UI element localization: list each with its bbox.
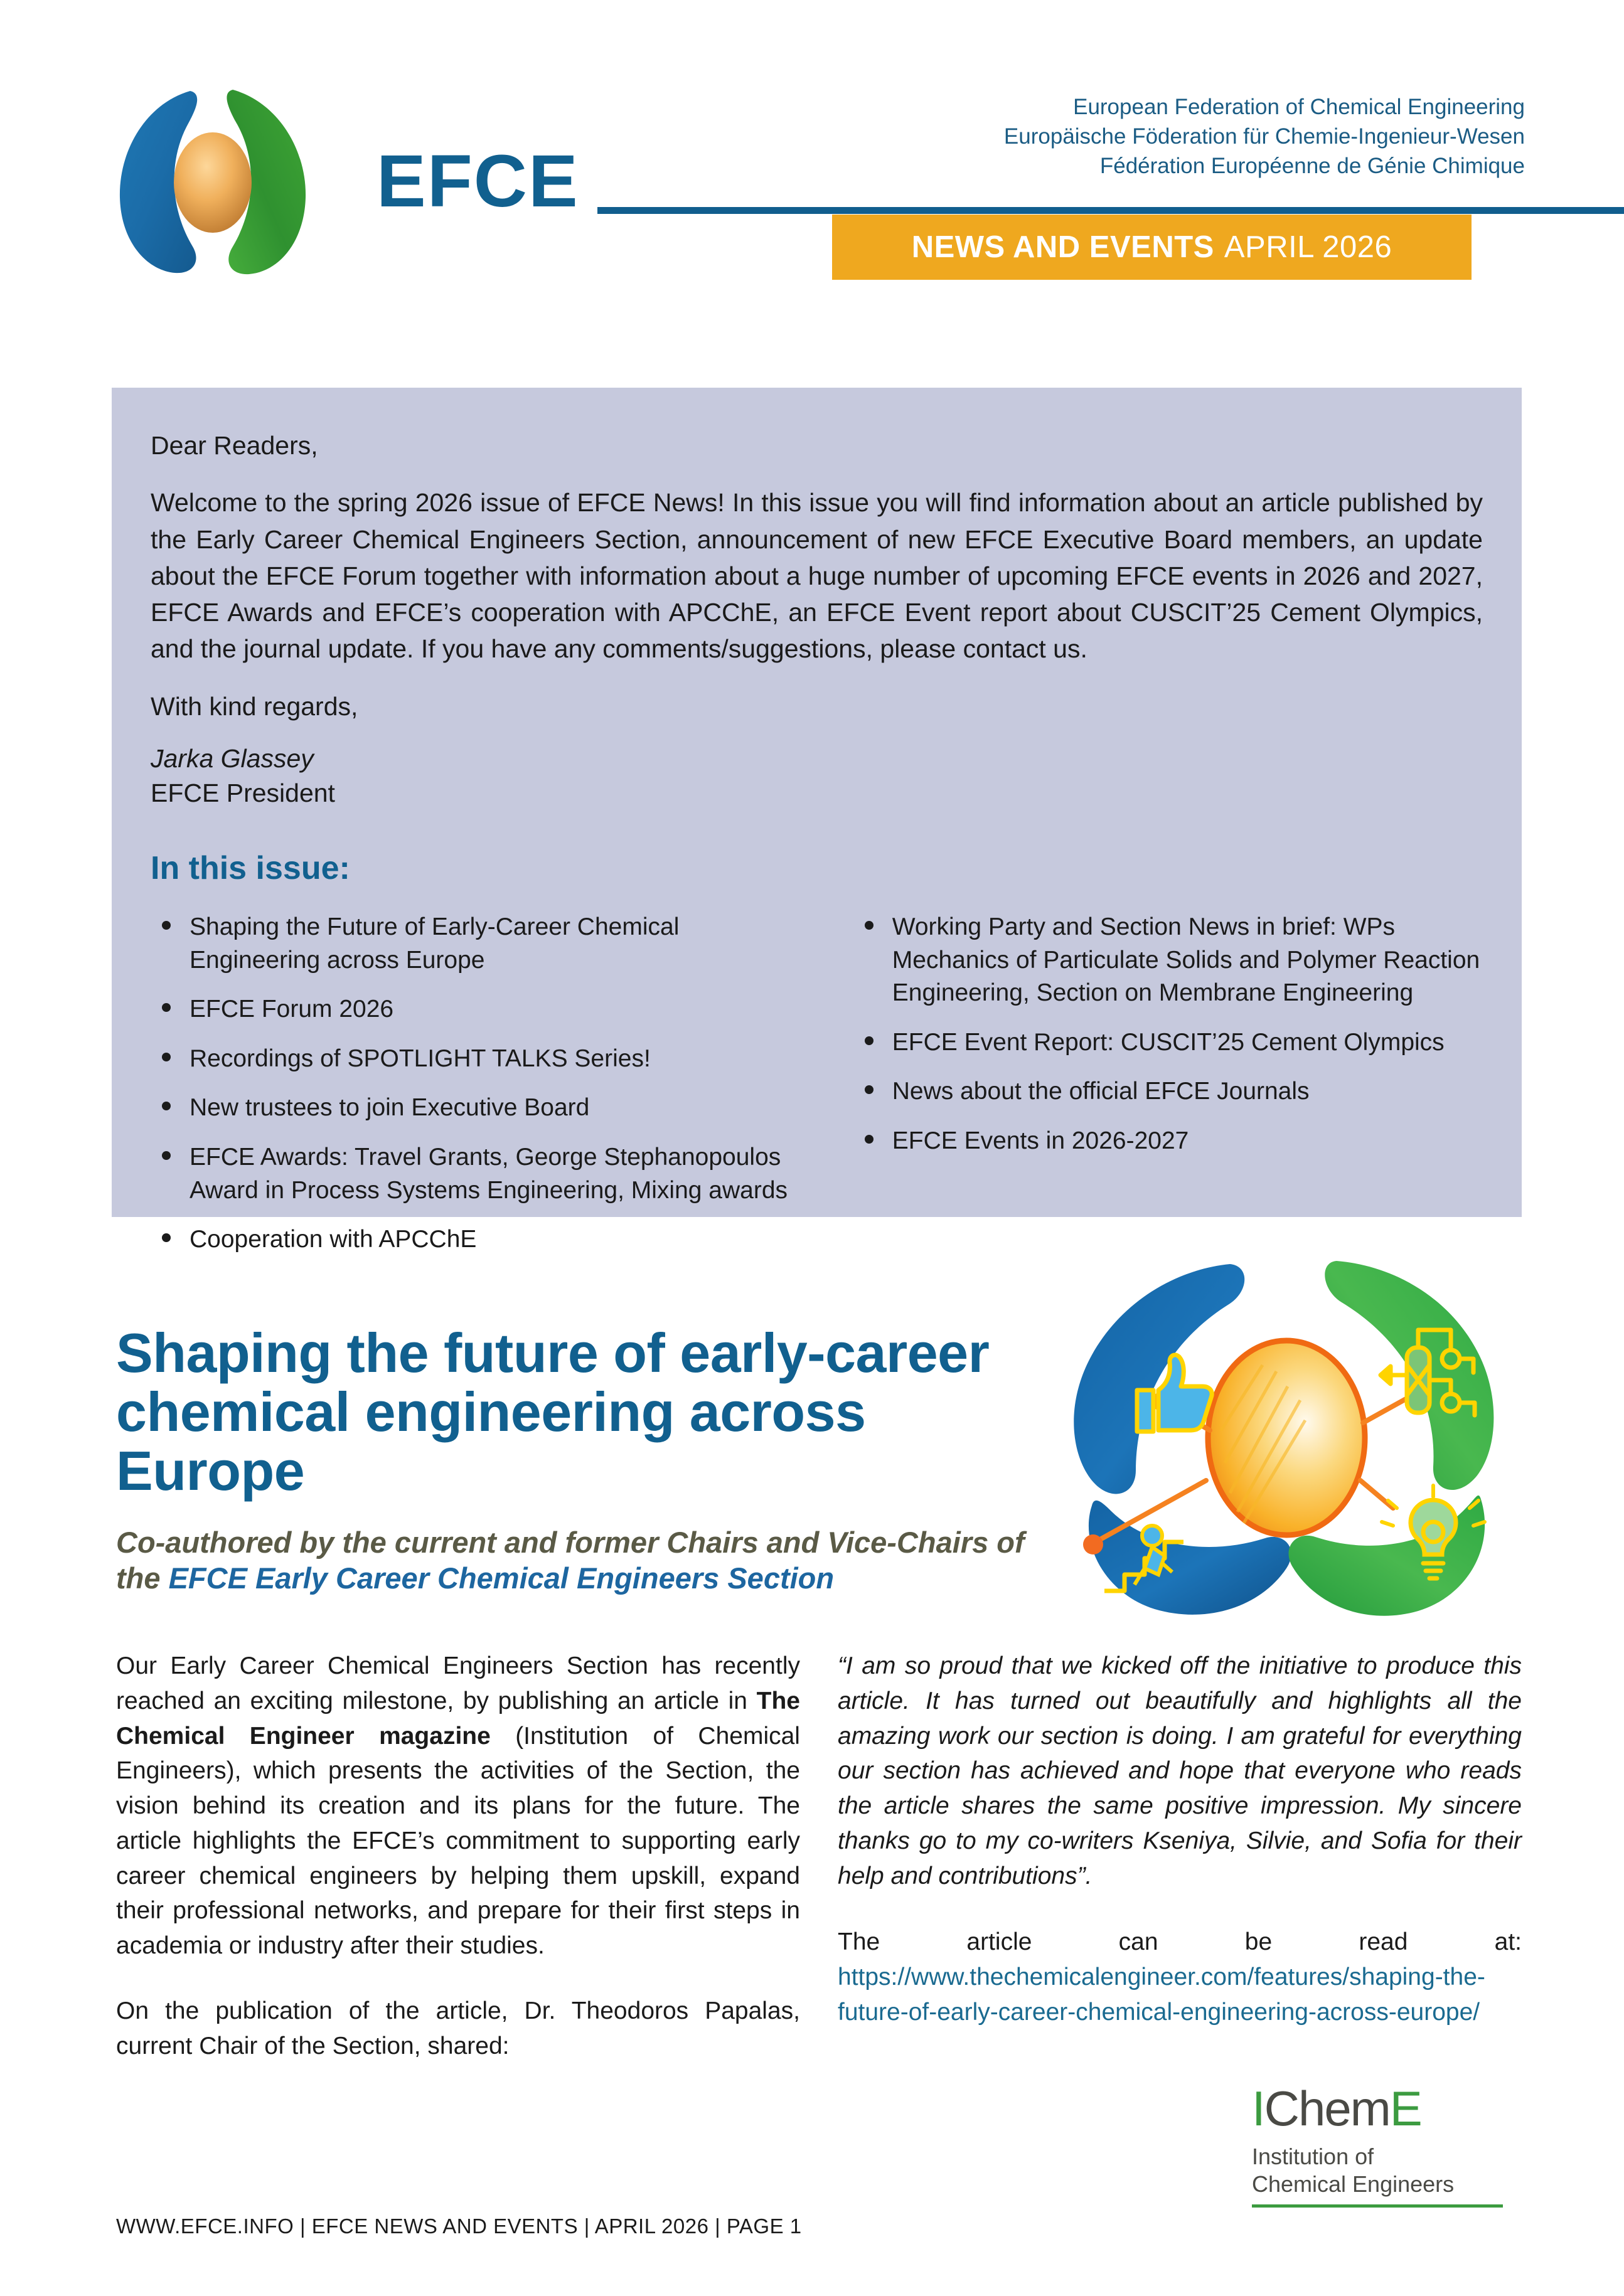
article-paragraph-1 — [116, 1649, 800, 1964]
bullet-icon — [865, 1036, 873, 1045]
article-paragraph-1-part-a: Our Early Career Chemical Engineers Section has recently reached an exciting milestone, by publishing an article in — [116, 1652, 800, 1714]
bullet-icon — [162, 921, 171, 930]
organisation-names — [740, 93, 1525, 181]
article-url-link[interactable]: https://www.thechemicalengineer.com/features/shaping-the-future-of-early-career-chemical-engineering-across-europe/ — [838, 1964, 1485, 2026]
icheme-subtitle — [1252, 2143, 1503, 2198]
banner-date: APRIL 2026 — [1224, 230, 1392, 264]
list-item-label: EFCE Forum 2026 — [190, 996, 394, 1023]
issue-column-right — [816, 911, 1483, 1273]
issue-column-left — [151, 911, 816, 1273]
list-item[interactable] — [151, 1043, 816, 1076]
editors-letter-box — [112, 388, 1522, 1253]
org-name-en: European Federation of Chemical Engineering — [1073, 95, 1525, 119]
list-item-label: Cooperation with APCChE — [190, 1226, 477, 1253]
header-divider — [597, 207, 1624, 214]
list-item[interactable] — [151, 1092, 816, 1125]
in-this-issue-columns — [151, 911, 1483, 1273]
article-body — [116, 1649, 1522, 2093]
list-item[interactable] — [151, 993, 816, 1026]
list-item[interactable] — [853, 1075, 1483, 1108]
icheme-subtitle-line-2: Chemical Engineers — [1252, 2171, 1455, 2197]
icheme-subtitle-line-1: Institution of — [1252, 2144, 1374, 2169]
article-paragraph-2: On the publication of the article, Dr. Theodoros Papalas, current Chair of the Section, shared: — [116, 1997, 800, 2059]
news-and-events-banner — [832, 215, 1472, 280]
article-subtitle-highlight: EFCE Early Career Chemical Engineers Section — [168, 1561, 835, 1595]
list-item-label: EFCE Event Report: CUSCIT’25 Cement Olympics — [892, 1028, 1445, 1056]
letter-salutation: Dear Readers, — [151, 431, 318, 460]
article-link-paragraph — [838, 1925, 1522, 2029]
icheme-wordmark — [1252, 2081, 1503, 2136]
list-item-label: Shaping the Future of Early-Career Chemical Engineering across Europe — [190, 913, 680, 974]
list-item-label: News about the official EFCE Journals — [892, 1078, 1310, 1105]
article-link-lead: The article can be read at: — [838, 1928, 1522, 1956]
issue-list-right — [853, 911, 1483, 1158]
list-item[interactable] — [151, 1141, 816, 1207]
list-item-label: Working Party and Section News in brief: WPs Mechanics of Particulate Solids and Polymer Reaction Engineering, Section on Membrane Engineering — [892, 913, 1480, 1007]
efce-logo-icon — [110, 85, 317, 279]
letter-paragraph: Welcome to the spring 2026 issue of EFCE News! In this issue you will find information about an article published by the Early Career Chemical Engineers Section, announcement of new EFCE Executive Board members, an update about the EFCE Forum together with information about a huge number of upcoming EFCE events in 2026 and 2027, EFCE Awards and EFCE’s cooperation with APCChE, an EFCE Event report about CUSCIT’25 Cement Olympics, and the journal update. If you have any comments/suggestions, please contact us. — [151, 488, 1483, 664]
chair-quote: “I am so proud that we kicked off the initiative to produce this article. It has turned out beautifully and highlights all the amazing work our section is doing. I am grateful for everything our section has achieved and hope that everyone who reads the article shares the same positive impression. My sincere thanks go to my co-writers Kseniya, Silvie, and Sofia for their help and contributions”. — [838, 1652, 1522, 1889]
page-footer: WWW.EFCE.INFO | EFCE NEWS AND EVENTS | APRIL 2026 | PAGE 1 — [116, 2214, 802, 2238]
list-item-label: EFCE Events in 2026-2027 — [892, 1127, 1189, 1155]
letter-signature-role: EFCE President — [151, 778, 335, 807]
magazine-name: The Chemical Engineer magazine — [116, 1687, 800, 1750]
icheme-letter-i: I — [1252, 2081, 1264, 2136]
icheme-logo — [1252, 2081, 1503, 2219]
bullet-icon — [162, 1151, 171, 1160]
list-item-label: Recordings of SPOTLIGHT TALKS Series! — [190, 1044, 651, 1072]
org-name-de: Europäische Föderation für Chemie-Ingenieur-Wesen — [1003, 124, 1525, 149]
list-item-label: EFCE Awards: Travel Grants, George Stephanopoulos Award in Process Systems Engineering, Mixing awards — [190, 1144, 788, 1204]
early-career-illustration-icon — [1042, 1242, 1531, 1625]
bullet-icon — [162, 1003, 171, 1012]
list-item[interactable] — [853, 1125, 1483, 1158]
icheme-underline — [1252, 2204, 1503, 2208]
icheme-letters-chem: Chem — [1264, 2081, 1390, 2136]
in-this-issue-heading: In this issue: — [151, 849, 350, 886]
list-item[interactable] — [853, 1026, 1483, 1060]
issue-list-left — [151, 911, 816, 1257]
list-item[interactable] — [151, 1223, 816, 1257]
efce-wordmark: EFCE — [377, 140, 579, 223]
letter-regards: With kind regards, — [151, 691, 358, 721]
article-subtitle — [116, 1524, 1070, 1597]
bullet-icon — [162, 1053, 171, 1061]
org-name-fr: Fédération Européenne de Génie Chimique — [1099, 153, 1525, 178]
bullet-icon — [865, 1135, 873, 1144]
article-paragraph-1-part-b: (Institution of Chemical Engineers), which presents the activities of the Section, the vision behind its creation and its plans for the future. The article highlights the EFCE’s commitment to supporting early career chemical engineers by helping them upskill, expand their professional networks, and prepare for their first steps in academia or industry after their studies. — [116, 1722, 800, 1960]
bullet-icon — [162, 1233, 171, 1242]
bullet-icon — [162, 1102, 171, 1110]
icheme-letter-e: E — [1389, 2081, 1421, 2136]
bullet-icon — [865, 1085, 873, 1094]
article-title: Shaping the future of early-career chemical engineering across Europe — [116, 1322, 990, 1502]
page-header — [0, 0, 1624, 326]
article-subtitle-lead: Co-authored by the current and former Chairs and Vice-Chairs of the — [116, 1526, 1025, 1595]
letter-signature-name: Jarka Glassey — [151, 744, 314, 773]
list-item[interactable] — [853, 911, 1483, 1010]
article-column-right — [838, 1649, 1522, 2093]
bullet-icon — [865, 921, 873, 930]
list-item-label: New trustees to join Executive Board — [190, 1094, 590, 1122]
banner-title: NEWS AND EVENTS — [911, 230, 1214, 264]
list-item[interactable] — [151, 911, 816, 977]
article-column-left — [116, 1649, 800, 2093]
